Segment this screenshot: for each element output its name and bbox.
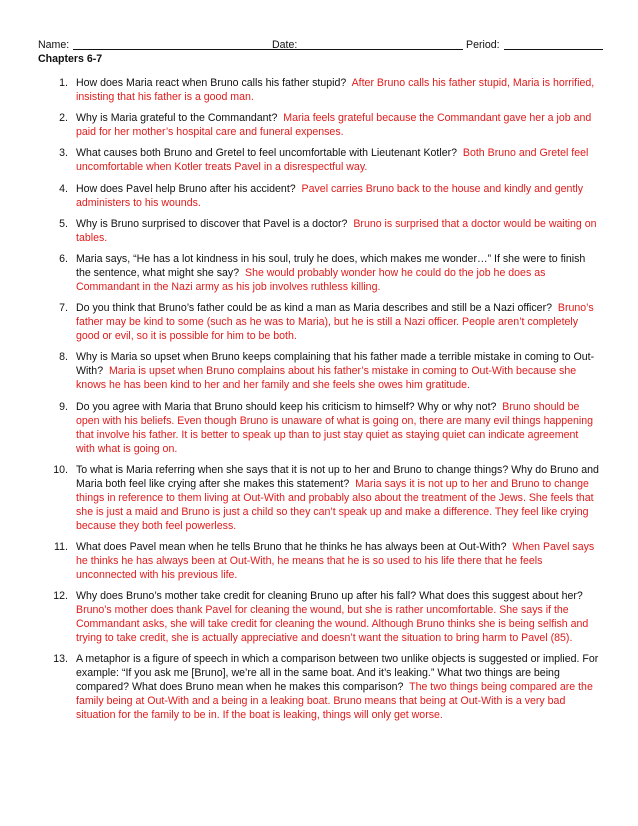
question-item — [38, 589, 600, 645]
answer-text: She would probably wonder how he could do the job he does as Commandant in the Nazi army as his job involves ruthless killing. — [76, 266, 546, 293]
answer-text: Maria is upset when Bruno complains about his father’s mistake in coming to Out-With because she knows he has been kind to her and her family and she feels she owes him gratitude. — [76, 365, 577, 392]
question-item — [38, 217, 600, 245]
question-list — [38, 76, 600, 729]
question-text: What causes both Bruno and Gretel to feel uncomfortable with Lieutenant Kotler? — [76, 147, 458, 160]
question-number: 5. — [59, 217, 68, 230]
question-number: 8. — [59, 351, 68, 364]
question-item — [38, 76, 600, 104]
question-text: Why is Maria grateful to the Commandant? — [76, 112, 278, 125]
question-item — [38, 111, 600, 139]
question-item — [38, 540, 600, 582]
question-text: Maria says, “He has a lot kindness in his soul, truly he does, which makes me wonder…” If she were to finish the sentence, what might she say? — [76, 252, 586, 279]
question-text: Why does Bruno’s mother take credit for cleaning Bruno up after his fall? What does this suggest about her? — [76, 590, 583, 603]
period-label: Period: — [466, 39, 500, 51]
question-item — [38, 350, 600, 392]
date-label: Date: — [272, 39, 298, 51]
answer-text: Both Bruno and Gretel feel uncomfortable when Kotler treats Pavel in a disrespectful way. — [76, 147, 589, 174]
question-text: To what is Maria referring when she says that it is not up to her and Bruno to change things? Why do Bruno and Maria both feel like crying after she makes this statement? — [76, 463, 599, 490]
question-item — [38, 301, 600, 343]
answer-text: Bruno’s mother does thank Pavel for cleaning the wound, but she is rather uncomfortable. She says if the Commandant asks, she will take credit for cleaning the wound. Although Bruno thinks she is being selfish and trying to take credit, she is actually appreciative and doesn’t want the situation to bring harm to Pavel (85). — [76, 604, 589, 645]
question-text: What does Pavel mean when he tells Bruno that he thinks he has always been at Out-With? — [76, 540, 507, 553]
answer-text: The two things being compared are the family being at Out-With and a being in a leaking boat. Bruno means that being at Out-With is a very bad situation for the family to be in. If the boat is leaking, things will only get worse. — [76, 681, 593, 722]
question-number: 4. — [59, 182, 68, 195]
question-item — [38, 652, 600, 722]
question-number: 12. — [53, 590, 68, 603]
question-item — [38, 463, 600, 533]
answer-text: When Pavel says he thinks he has always been at Out-With, he means that he is so used to his life there that he feels unconnected with his previous life. — [76, 540, 595, 581]
answer-text: Bruno is surprised that a doctor would be waiting on tables. — [76, 217, 597, 244]
name-label: Name: — [38, 39, 70, 51]
answer-text: Pavel carries Bruno back to the house and kindly and gently administers to his wounds. — [76, 182, 584, 209]
header-line — [38, 38, 603, 54]
answer-text: After Bruno calls his father stupid, Maria is horrified, insisting that his father is a good man. — [76, 77, 595, 103]
answer-text: Bruno should be open with his beliefs. Even though Bruno is unaware of what is going on, there are many evil things happening that involve his father. It is better to speak up than to just stay quiet as staying quiet can indicate agreement with what is going on. — [76, 400, 594, 455]
question-number: 13. — [53, 653, 68, 666]
question-item — [38, 182, 600, 210]
answer-text: Maria feels grateful because the Commandant gave her a job and paid for her mother’s hospital care and funeral expenses. — [76, 112, 592, 139]
question-text: Why is Bruno surprised to discover that Pavel is a doctor? — [76, 217, 348, 230]
question-number: 2. — [59, 112, 68, 125]
question-text: Why is Maria so upset when Bruno keeps complaining that his father made a terrible mistake in coming to Out-With? — [76, 351, 595, 378]
question-text: Do you agree with Maria that Bruno should keep his criticism to himself? Why or why not? — [76, 400, 497, 413]
question-number: 7. — [59, 302, 68, 315]
question-number: 6. — [59, 252, 68, 265]
answer-text: Bruno’s father may be kind to some (such as he was to Maria), but he is still a Nazi officer. People aren’t completely good or evil, so it is possible for him to be both. — [76, 302, 594, 343]
date-blank — [303, 49, 463, 50]
question-number: 11. — [54, 540, 68, 553]
period-blank — [504, 49, 603, 50]
answer-text: Maria says it is not up to her and Bruno to change things in reference to them living at Out-With and probably also about the treatment of the Jews. She feels that she is just a maid and Bruno is just a child so they can’t speak up and make a difference. They feel like crying because they both feel powerless. — [76, 477, 594, 532]
question-item — [38, 146, 600, 174]
chapters-heading: Chapters 6-7 — [38, 53, 103, 65]
question-number: 3. — [59, 147, 68, 160]
question-number: 9. — [59, 400, 68, 413]
question-number: 1. — [59, 77, 68, 89]
question-item — [38, 252, 600, 294]
question-item — [38, 400, 600, 456]
question-text: How does Maria react when Bruno calls his father stupid? — [76, 77, 347, 89]
name-blank — [73, 49, 305, 50]
question-text: A metaphor is a figure of speech in which a comparison between two unlike objects is suggested or implied. For example: “If you ask me [Bruno], we’re all in the same boat. And it’s leaking.” What two things are being compared? What does Bruno mean when he makes this comparison? — [76, 653, 599, 694]
question-text: Do you think that Bruno’s father could be as kind a man as Maria describes and still be a Nazi officer? — [76, 302, 552, 315]
question-text: How does Pavel help Bruno after his accident? — [76, 182, 296, 195]
question-number: 10. — [53, 463, 68, 476]
